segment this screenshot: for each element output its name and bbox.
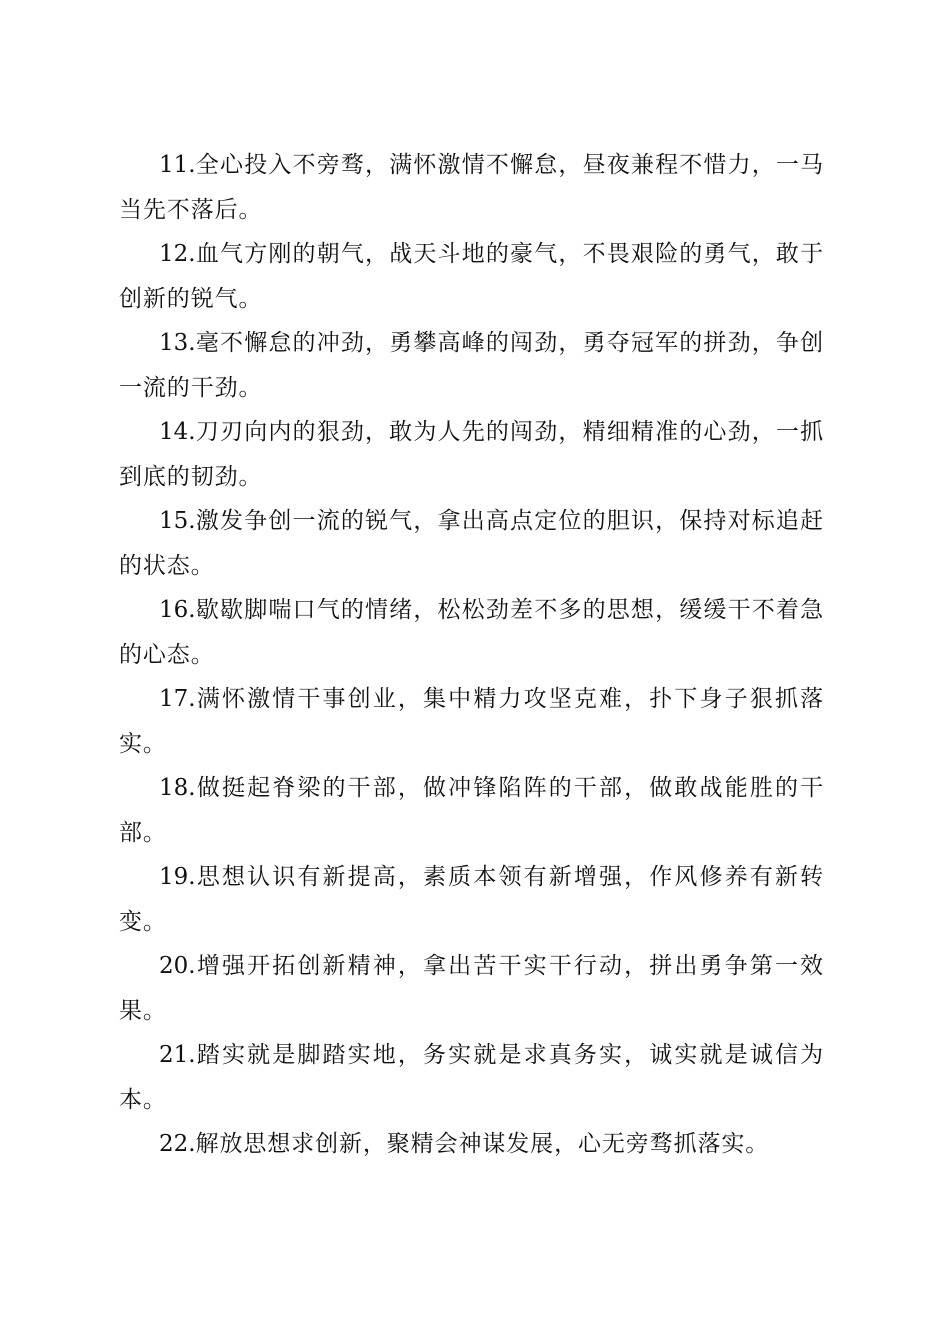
list-item [119, 321, 824, 410]
item-number: 20. [159, 953, 196, 979]
item-number: 15. [159, 508, 196, 534]
item-text: 增强开拓创新精神，拿出苦干实干行动，拼出勇争第一效果。 [119, 953, 824, 1024]
list-item [119, 766, 824, 855]
item-text: 歇歇脚喘口气的情绪，松松劲差不多的思想，缓缓干不着急的心态。 [119, 597, 824, 668]
item-number: 12. [159, 241, 196, 267]
item-number: 19. [159, 864, 196, 890]
list-item [119, 855, 824, 944]
item-text: 全心投入不旁骛，满怀激情不懈怠，昼夜兼程不惜力，一马当先不落后。 [119, 152, 824, 223]
list-item [119, 677, 824, 766]
list-item [119, 944, 824, 1033]
item-number: 11. [159, 152, 196, 178]
item-number: 18. [159, 775, 196, 801]
item-number: 16. [159, 597, 196, 623]
item-text: 解放思想求创新，聚精会神谋发展，心无旁骛抓落实。 [195, 1131, 770, 1157]
item-text: 思想认识有新提高，素质本领有新增强，作风修养有新转变。 [119, 864, 824, 935]
item-text: 满怀激情干事创业，集中精力攻坚克难，扑下身子狠抓落实。 [119, 686, 824, 757]
item-number: 14. [159, 419, 196, 445]
item-number: 21. [159, 1042, 196, 1068]
item-text: 激发争创一流的锐气，拿出高点定位的胆识，保持对标追赶的状态。 [119, 508, 824, 579]
item-number: 22. [159, 1131, 196, 1157]
list-item [119, 499, 824, 588]
list-item [119, 1122, 824, 1167]
list-item [119, 1033, 824, 1122]
item-number: 17. [159, 686, 196, 712]
item-number: 13. [159, 330, 196, 356]
item-text: 做挺起脊梁的干部，做冲锋陷阵的干部，做敢战能胜的干部。 [119, 775, 824, 846]
list-item [119, 588, 824, 677]
list-item [119, 143, 824, 232]
item-text: 刀刃向内的狠劲，敢为人先的闯劲，精细精准的心劲，一抓到底的韧劲。 [119, 419, 824, 490]
document-body [119, 143, 824, 1167]
item-text: 毫不懈怠的冲劲，勇攀高峰的闯劲，勇夺冠军的拼劲，争创一流的干劲。 [119, 330, 824, 401]
item-text: 踏实就是脚踏实地，务实就是求真务实，诚实就是诚信为本。 [119, 1042, 824, 1113]
list-item [119, 410, 824, 499]
list-item [119, 232, 824, 321]
item-text: 血气方刚的朝气，战天斗地的豪气，不畏艰险的勇气，敢于创新的锐气。 [119, 241, 824, 312]
